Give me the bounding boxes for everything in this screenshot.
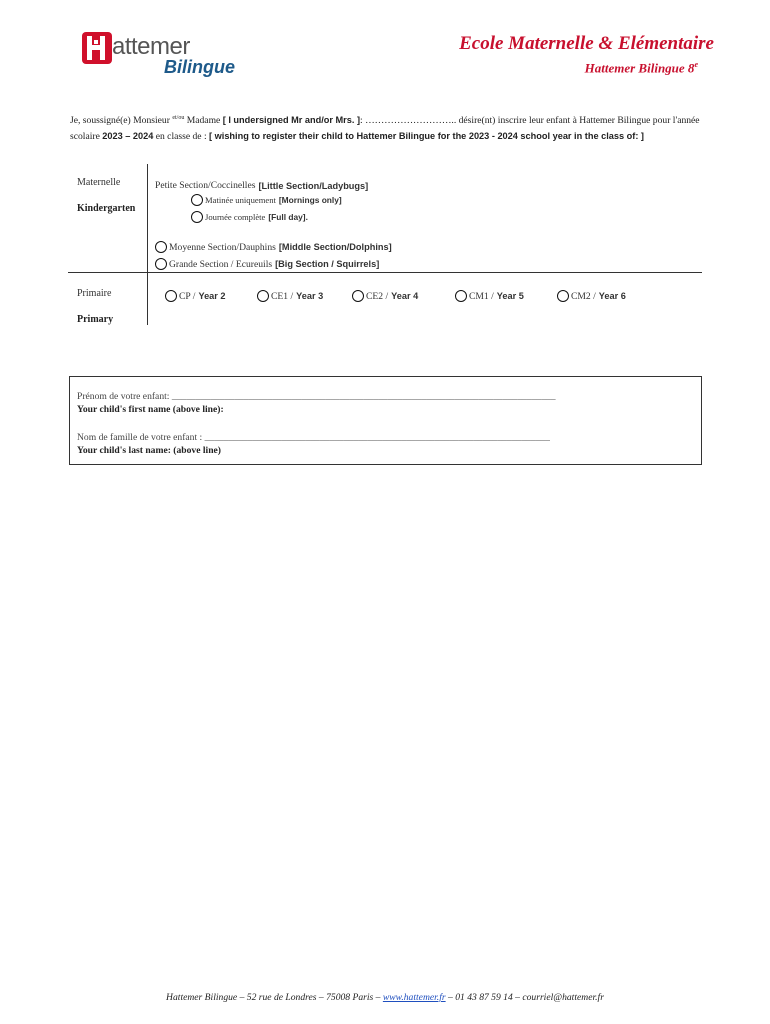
radio-grande-section[interactable] (155, 258, 167, 270)
logo-wordmark: attemer (112, 33, 190, 60)
radio-cp[interactable] (165, 290, 177, 302)
child-name-box (69, 376, 702, 465)
intro-paragraph: Je, soussigné(e) Monsieur $^{et/ou}$ Madame [ I undersigned Mr and/or Mrs. ]: ……………………….. désire(nt) inscrire leur enfant à Hattemer Bilingue pour l'année scolaire 2023 – 2024 en classe de : [ wishing to register their child to Hattemer Bilingue for the 2023 - 2024 school year in the class of: ] (70, 115, 700, 142)
radio-journee-complete[interactable] (191, 211, 203, 223)
page-footer: Hattemer Bilingue – 52 rue de Londres – 75008 Paris – www.hattemer.fr – 01 43 87 59 14 – courriel@hattemer.fr (166, 992, 604, 1003)
school-logo (82, 30, 252, 82)
column-divider (147, 164, 148, 325)
option-cm1[interactable]: CM1 / Year 5 (455, 290, 524, 302)
last-name-label-en: Your child's last name: (above line) (77, 445, 221, 456)
kindergarten-label: Kindergarten (77, 203, 136, 214)
first-name-label-en: Your child's first name (above line): (77, 404, 224, 415)
first-name-field[interactable]: Prénom de votre enfant: ________________________________________________________________________________ (77, 391, 556, 402)
radio-cm2[interactable] (557, 290, 569, 302)
option-petite-section: Petite Section/Coccinelles [Little Section/Ladybugs] (155, 180, 369, 191)
last-name-field[interactable]: Nom de famille de votre enfant : ________________________________________________________________________ (77, 432, 550, 443)
option-cm2[interactable]: CM2 / Year 6 (557, 290, 626, 302)
radio-matinee[interactable] (191, 194, 203, 206)
option-moyenne-section[interactable]: Moyenne Section/Dauphins [Middle Section/Dolphins] (155, 241, 392, 253)
option-matinee[interactable]: Matinée uniquement [Mornings only] (191, 194, 342, 206)
school-title: Ecole Maternelle & Elémentaire (459, 33, 714, 54)
maternelle-label: Maternelle (77, 177, 121, 188)
option-ce1[interactable]: CE1 / Year 3 (257, 290, 323, 302)
radio-moyenne-section[interactable] (155, 241, 167, 253)
school-subtitle: Hattemer Bilingue 8e (584, 60, 698, 76)
hattemer-h-logo-icon (82, 32, 112, 64)
primaire-label: Primaire (77, 288, 112, 299)
radio-ce2[interactable] (352, 290, 364, 302)
option-grande-section[interactable]: Grande Section / Ecureuils [Big Section / Squirrels] (155, 258, 379, 270)
row-divider (68, 272, 702, 273)
website-link[interactable]: www.hattemer.fr (382, 992, 446, 1003)
radio-cm1[interactable] (455, 290, 467, 302)
radio-ce1[interactable] (257, 290, 269, 302)
option-journee-complete[interactable]: Journée complète [Full day]. (191, 211, 308, 223)
option-ce2[interactable]: CE2 / Year 4 (352, 290, 418, 302)
option-cp[interactable]: CP / Year 2 (165, 290, 226, 302)
logo-subtitle: Bilingue (164, 57, 235, 77)
primary-label: Primary (77, 314, 114, 325)
